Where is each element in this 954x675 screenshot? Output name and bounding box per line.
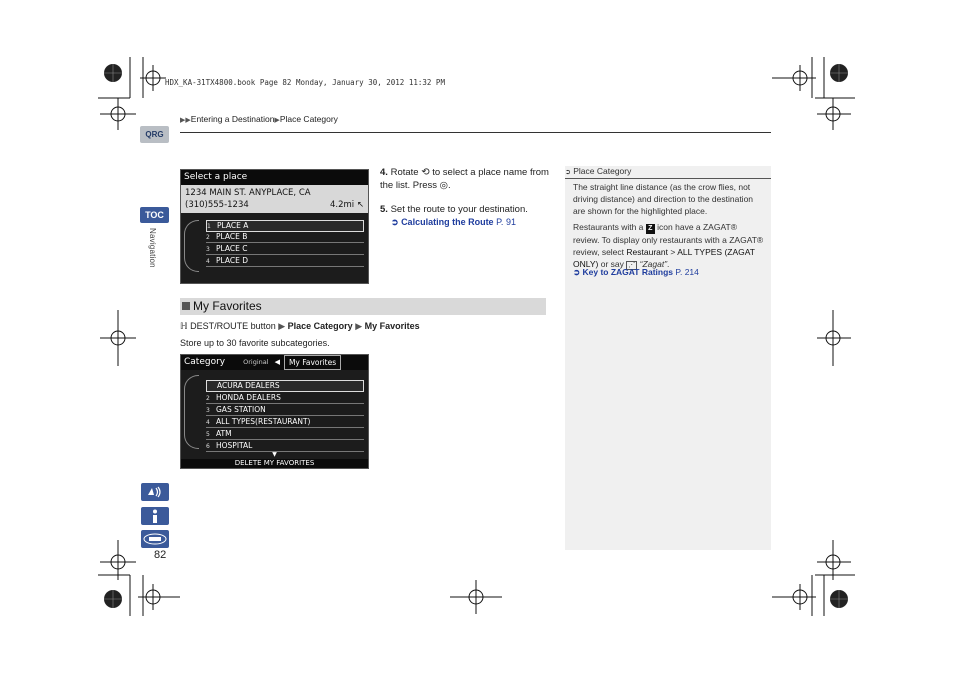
list-item[interactable]: 1 PLACE A [206, 220, 364, 232]
voice-command-button[interactable] [141, 483, 169, 501]
side-note-header: ➲ Place Category [565, 166, 771, 179]
print-header: HDX_KA-31TX4800.book Page 82 Monday, January 30, 2012 11:32 PM [165, 78, 445, 87]
breadcrumb [180, 114, 338, 124]
hardware-button-icon: ℍ [180, 321, 188, 331]
screen-category [180, 354, 369, 469]
breadcrumb-entering-destination[interactable]: Entering a Destination [190, 114, 275, 124]
list-item[interactable]: 5 ATM [206, 429, 364, 440]
list-item[interactable]: 2 HONDA DEALERS [206, 393, 364, 404]
dial-graphic [184, 220, 199, 272]
press-knob-icon: ◎ [439, 180, 448, 191]
calculating-route-link[interactable]: ➲ Calculating the Route P. 91 [391, 217, 516, 227]
section-description: Store up to 30 favorite subcategories. [180, 338, 330, 348]
section-title-bar [180, 298, 546, 315]
list-item[interactable]: 6 HOSPITAL [206, 441, 364, 452]
index-button[interactable] [141, 507, 169, 525]
info-icon [150, 509, 160, 523]
step-4: 4. Rotate ⟲ to select a place name from the list. Press ◎. [380, 167, 549, 191]
list-item[interactable]: 3 PLACE C [206, 244, 364, 255]
list-item[interactable]: ACURA DEALERS [206, 380, 364, 392]
delete-favorites-button[interactable]: DELETE MY FAVORITES [181, 459, 368, 468]
voice-command-icon: ⋰ [628, 262, 636, 269]
place-info [181, 185, 368, 213]
screen-header: Select a place [181, 170, 368, 185]
note-arrow-icon: ➲ [565, 169, 571, 176]
breadcrumb-arrows: ▶▶ [180, 117, 191, 124]
home-icon [143, 533, 167, 545]
voice-command-icon [147, 486, 163, 498]
dial-graphic [184, 375, 199, 449]
home-button[interactable] [141, 530, 169, 548]
list-item[interactable]: 4 ALL TYPES(RESTAURANT) [206, 417, 364, 428]
place-phone: (310)555-1234 [185, 200, 249, 210]
screen-header: Category Original ◀ My Favorites [181, 355, 368, 370]
screen-select-place [180, 169, 369, 284]
page-number: 82 [154, 549, 167, 561]
header-rule [180, 132, 771, 133]
breadcrumb-separator: ▶ [274, 117, 280, 124]
list-item[interactable]: 4 PLACE D [206, 256, 364, 267]
side-note-para1: The straight line distance (as the crow flies, not driving distance) and direction to the destination are shown for the highlighted place. [573, 182, 754, 216]
link-arrow-icon: ➲ [391, 217, 399, 227]
section-label-navigation: Navigation [148, 228, 157, 268]
step-5: 5. Set the route to your destination. [380, 204, 528, 215]
menu-path: ℍ DEST/ROUTE button ▶ Place Category ▶ My Favorites [180, 321, 420, 331]
rotate-knob-icon: ⟲ [421, 167, 430, 178]
place-distance: 4.2mi [330, 200, 355, 210]
list-item[interactable]: 2 PLACE B [206, 232, 364, 243]
list-item[interactable]: 3 GAS STATION [206, 405, 364, 416]
path-arrow-icon: ▶ [355, 321, 363, 331]
qrg-button[interactable]: QRG [140, 126, 169, 143]
tab-my-favorites[interactable]: My Favorites [284, 355, 341, 370]
breadcrumb-place-category: Place Category [279, 114, 338, 124]
path-arrow-icon: ▶ [278, 321, 286, 331]
zagat-ratings-link[interactable]: ➲ Key to ZAGAT Ratings P. 214 [573, 267, 699, 277]
link-arrow-icon: ➲ [573, 267, 581, 277]
zagat-icon: Z [646, 224, 655, 234]
side-note-para2: Restaurants with a Z icon have a ZAGAT® review. To display only restaurants with a ZAGAT® review, select Restaurant > ALL TYPES (ZAGAT ONLY) or say ⋰ “Zagat”. [573, 222, 764, 269]
section-title: My Favorites [193, 299, 262, 313]
direction-arrow-icon: ↖ [356, 200, 364, 210]
toc-button[interactable]: TOC [140, 207, 169, 223]
section-square-icon [182, 302, 190, 310]
tab-original[interactable]: Original [243, 358, 269, 366]
place-address: 1234 MAIN ST. ANYPLACE, CA [185, 188, 311, 198]
scroll-down-icon: ▼ [272, 451, 277, 458]
tab-arrow-icon: ◀ [274, 358, 280, 366]
